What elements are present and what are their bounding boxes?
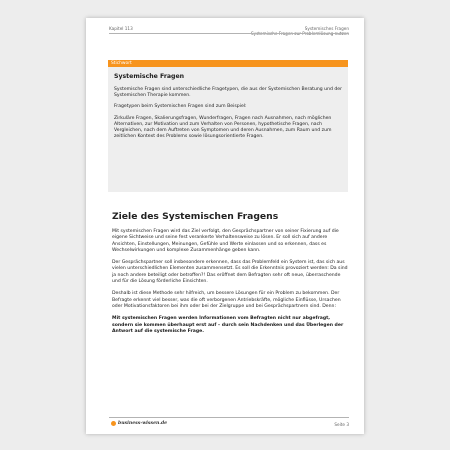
stichwort-label: Stichwort: [108, 60, 348, 67]
chapter-label: Kapitel 113: [109, 26, 133, 31]
stichwort-content: [108, 67, 348, 140]
body-paragraph: Deshalb ist diese Methode sehr hilfreich, um bessere Lösungen für ein Problem zu bekommen. Der Befragte erkennt viel besser, was die oft verborgenen Antriebskräfte, mögliche Einflüsse, Ursachen oder Motivationsfaktoren bei ihm oder bei der Zielgruppe und bei Gesprächspartnern sind. Denn:: [112, 291, 341, 309]
page-number: Seite 3: [334, 422, 349, 427]
body-paragraph: Der Gesprächspartner soll insbesondere erkennen, dass das Problemfeld ein System ist, das sich aus vielen unterschiedlichen Elementen zusammensetzt. Es soll die Erkenntnis provoziert werden: Da sind ja noch andere beteiligt oder betroffen?! Das eröffnet dem Befragten sehr oft neue, überraschende und für die Lösung förderliche Einsichten.: [112, 260, 348, 285]
running-subtitle: Systemische Fragen zur Problemlösung nutzen: [250, 31, 349, 37]
stichwort-paragraph: Zirkuläre Fragen, Skalierungsfragen, Wunderfragen, Fragen nach Ausnahmen, nach möglichen Alternativen, zur Motivation und zum Verhalten von Personen, hypothetische Fragen, nach Vergleichen, nach dem Auftreten von Symptomen und deren Ausnahmen, zum Raum und zum zeitlichen Kontext des Problems sowie lösungsorientierte Fragen.: [114, 115, 332, 140]
body-bold-paragraph: Mit systemischen Fragen werden Informationen vom Befragten nicht nur abgefragt, sondern sie kommen überhaupt erst auf – durch sein Nachdenken und das Überlegen der Antwort auf die systemische Frage.: [112, 316, 344, 334]
section-heading: Ziele des Systemischen Fragens: [112, 211, 279, 222]
stichwort-box: [108, 60, 348, 192]
running-header: [251, 26, 349, 36]
running-title: Systemisches Fragen: [304, 26, 349, 31]
stichwort-paragraph: Fragetypen beim Systemischen Fragen sind zum Beispiel:: [114, 104, 247, 110]
logo-text: business-wissen.de: [118, 421, 168, 426]
stichwort-paragraph: Systemische Fragen sind unterschiedliche Fragetypen, die aus der Systemischen Beratung und der Systemischen Therapie kommen.: [114, 87, 343, 99]
logo-dot-icon: [111, 421, 116, 426]
section-body: [112, 229, 348, 341]
body-paragraph: Mit systemischen Fragen wird das Ziel verfolgt, den Gesprächspartner von seiner Fixierung auf die eigene Sichtweise und seine fest verankerte Verhaltensweise zu lösen. Er soll sich auf andere Ansichten, Einstellungen, Meinungen, Gefühle und Werte einlassen und so erkennen, dass es Wechselwirkungen und komplexe Zusammenhänge geben kann.: [112, 229, 339, 253]
document-page: [86, 18, 364, 434]
footer-divider: [109, 417, 349, 418]
brand-logo: [111, 421, 167, 426]
stichwort-title: Systemische Fragen: [114, 73, 185, 80]
